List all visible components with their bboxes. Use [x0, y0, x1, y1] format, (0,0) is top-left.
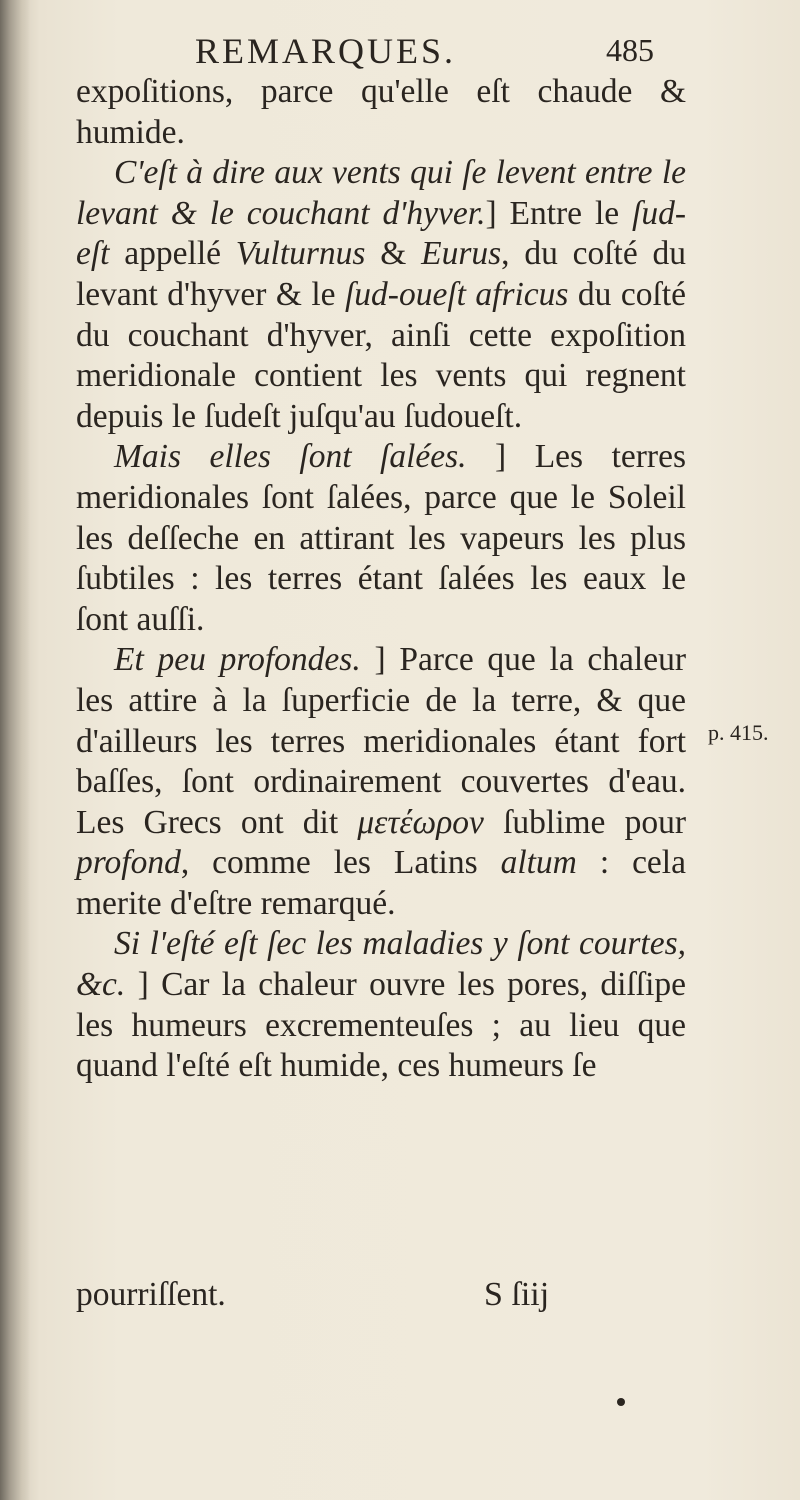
paragraph-2 — [76, 153, 686, 437]
paragraph-3 — [76, 437, 686, 640]
p5-text: ] Car la chaleur ouvre les pores, diſſipe les humeurs excrementeuſes ; au lieu que quand l'eſté eſt humide, ces humeurs ſe — [76, 966, 686, 1085]
paragraph-1 — [76, 72, 686, 153]
p4-text-a: ] Parce que la chaleur les attire à la ſuperficie de la terre, & que d'ailleurs les terres meridionales étant fort baſſes, ſont ordinairement couvertes d'eau. Les Grecs ont dit — [76, 641, 686, 841]
margin-note: p. 415. — [708, 720, 769, 745]
p3-text: ] Les terres meridionales ſont ſalées, parce que le Soleil les deſſeche en attirant les vapeurs les plus ſubtiles : les terres étant ſalées les eaux le ſont auſſi. — [76, 438, 686, 638]
lemma-5: Si l'eſté eſt ſec les maladies y ſont courtes, &c. — [76, 925, 686, 1004]
last-word: pourriſſent. — [76, 1276, 226, 1313]
paragraph-1-text: expoſitions, parce qu'elle eſt chaude & humide. — [76, 73, 686, 151]
p2-text-c: appellé — [109, 235, 236, 273]
running-head: REMARQUES. — [195, 31, 457, 71]
body-text — [76, 72, 686, 1087]
signature-mark: S ſiij — [484, 1276, 550, 1313]
p2-text-b: ſud-eſt — [76, 194, 686, 273]
p4-text-b: ſublime pour — [483, 803, 686, 841]
p2-text-f: Eurus — [421, 235, 502, 273]
book-gutter-shadow — [0, 0, 30, 1500]
p2-text-d: Vulturnus — [235, 235, 366, 273]
p4-greek-word: μετέωρον — [357, 803, 484, 841]
p2-text-i: du coſté du couchant d'hyver, ainſi cette expoſition meridionale contient les vents qui regnent depuis le ſudeſt juſqu'au ſudoueſt. — [76, 275, 686, 435]
p2-text-h: ſud-oueſt africus — [345, 275, 569, 313]
ink-speck — [617, 1398, 625, 1406]
lemma-3: Mais elles ſont ſalées. — [114, 438, 467, 476]
page-number: 485 — [606, 32, 654, 68]
p2-text-a: ] Entre le — [485, 194, 633, 232]
p4-text-d: , comme les Latins — [180, 844, 501, 882]
lemma-4: Et peu profondes. — [114, 641, 361, 679]
p4-text-c: profond — [76, 844, 181, 882]
p2-text-g: , du coſté du levant d'hyver & le — [76, 235, 686, 313]
p2-text-e: & — [365, 235, 422, 273]
paragraph-4 — [76, 640, 686, 924]
p4-text-f: : cela merite d'eſtre remarqué. — [76, 844, 686, 922]
paragraph-5 — [76, 924, 686, 1086]
p4-text-e: altum — [500, 844, 577, 882]
lemma-2: C'eſt à dire aux vents qui ſe levent entre le levant & le couchant d'hyver. — [76, 154, 686, 232]
